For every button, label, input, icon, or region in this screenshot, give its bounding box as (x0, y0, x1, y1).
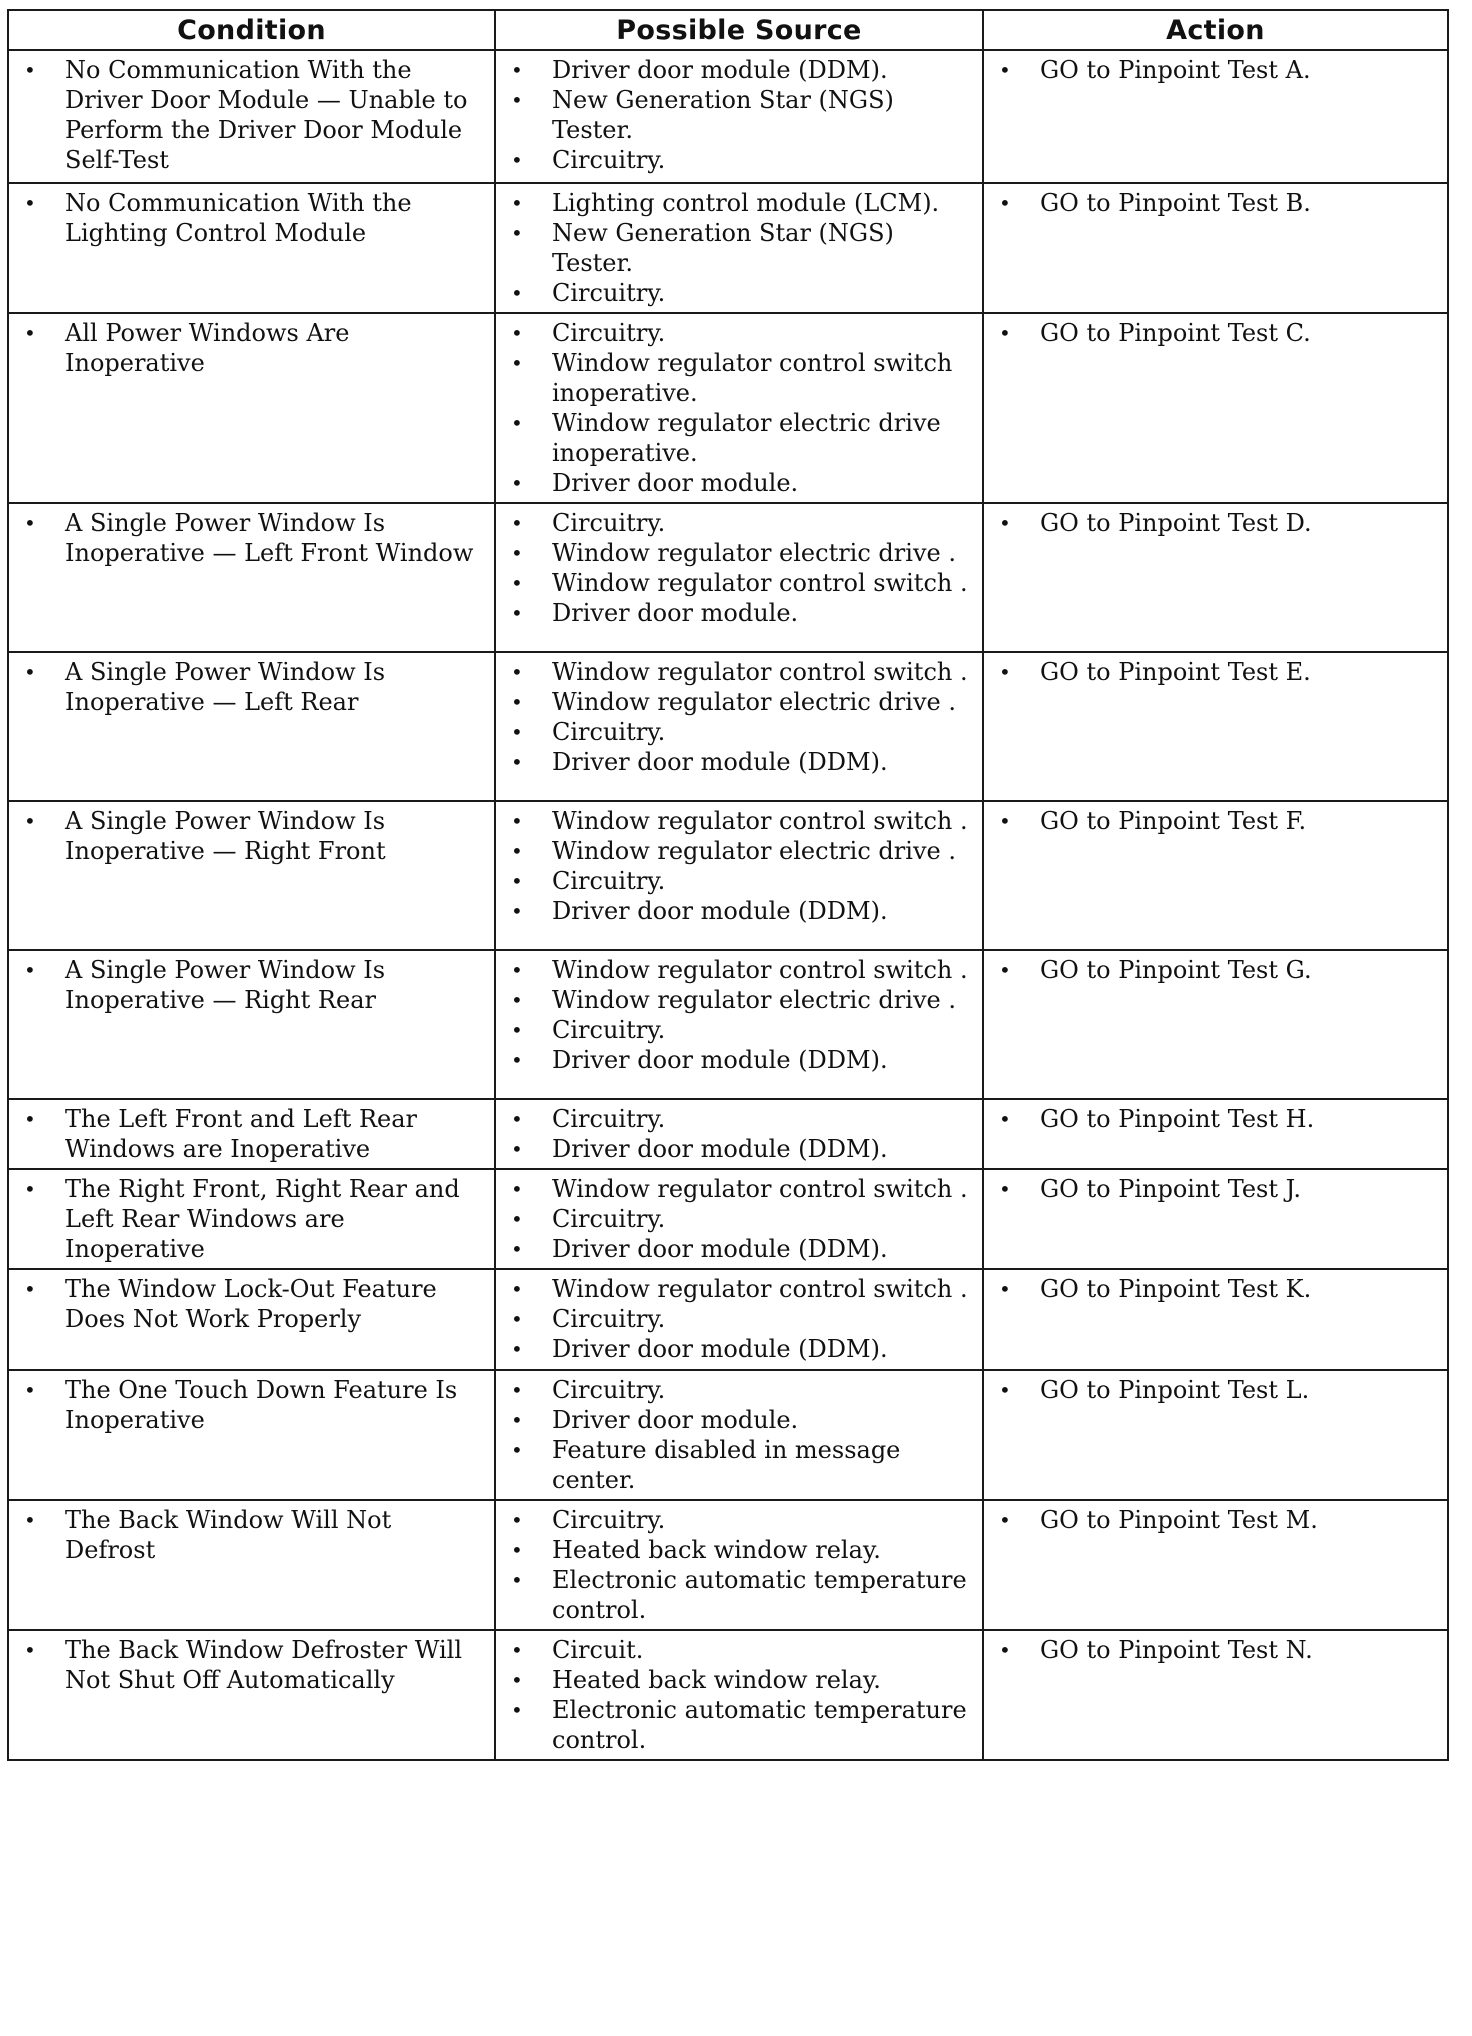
source-cell (495, 1630, 983, 1760)
source-item: • Driver door module (DDM). (496, 747, 982, 777)
source-item: • Window regulator electric drive . (496, 538, 982, 568)
source-item: • Window regulator electric drive . (496, 687, 982, 717)
source-list (496, 1375, 982, 1495)
source-item: • Circuitry. (496, 717, 982, 747)
table-row (8, 1630, 1448, 1760)
source-cell (495, 503, 983, 652)
diagnosis-table (7, 9, 1449, 1761)
source-item: • Driver door module (DDM). (496, 55, 982, 85)
table-row (8, 50, 1448, 183)
condition-text: • The Window Lock-Out Feature Does Not Work Properly (9, 1274, 494, 1334)
action-text: • GO to Pinpoint Test N. (984, 1635, 1447, 1665)
source-item: • Driver door module. (496, 468, 982, 498)
condition-cell (8, 1169, 495, 1269)
condition-list (9, 1104, 494, 1164)
source-item: • Driver door module (DDM). (496, 1045, 982, 1075)
action-cell (983, 652, 1448, 801)
source-item: • Window regulator control switch . (496, 657, 982, 687)
condition-cell (8, 950, 495, 1099)
source-item: • Feature disabled in message center. (496, 1435, 982, 1495)
source-item: • Window regulator electric drive . (496, 985, 982, 1015)
action-cell (983, 1370, 1448, 1500)
action-text: • GO to Pinpoint Test M. (984, 1505, 1447, 1535)
action-cell (983, 950, 1448, 1099)
source-item: • Electronic automatic temperature control. (496, 1565, 982, 1625)
action-list (984, 806, 1447, 836)
source-list (496, 1104, 982, 1164)
source-item: • Circuitry. (496, 1015, 982, 1045)
condition-cell (8, 1370, 495, 1500)
table-row (8, 1269, 1448, 1370)
action-cell (983, 1099, 1448, 1169)
table-row (8, 950, 1448, 1099)
source-list (496, 1505, 982, 1625)
source-item: • Window regulator control switch . (496, 955, 982, 985)
table-row (8, 1169, 1448, 1269)
condition-cell (8, 801, 495, 950)
source-cell (495, 801, 983, 950)
header-action: Action (983, 10, 1448, 50)
condition-cell (8, 652, 495, 801)
action-cell (983, 503, 1448, 652)
action-list (984, 55, 1447, 85)
header-condition: Condition (8, 10, 495, 50)
source-item: • Circuitry. (496, 1375, 982, 1405)
action-cell (983, 1169, 1448, 1269)
source-item: • Circuitry. (496, 145, 982, 175)
source-item: • Window regulator electric drive inoperative. (496, 408, 982, 468)
condition-list (9, 657, 494, 717)
source-item: • Window regulator control switch . (496, 1274, 982, 1304)
action-text: • GO to Pinpoint Test C. (984, 318, 1447, 348)
table-row (8, 652, 1448, 801)
condition-list (9, 55, 494, 175)
condition-list (9, 508, 494, 568)
condition-list (9, 955, 494, 1015)
action-cell (983, 183, 1448, 313)
action-cell (983, 1630, 1448, 1760)
condition-text: • The One Touch Down Feature Is Inoperative (9, 1375, 494, 1435)
source-item: • Window regulator electric drive . (496, 836, 982, 866)
source-item: • Window regulator control switch . (496, 806, 982, 836)
table-row (8, 1099, 1448, 1169)
action-list (984, 955, 1447, 985)
action-cell (983, 50, 1448, 183)
action-text: • GO to Pinpoint Test K. (984, 1274, 1447, 1304)
source-item: • Circuitry. (496, 318, 982, 348)
source-item: • Circuitry. (496, 866, 982, 896)
source-item: • New Generation Star (NGS) Tester. (496, 218, 982, 278)
action-cell (983, 801, 1448, 950)
condition-list (9, 1635, 494, 1695)
condition-text: • A Single Power Window Is Inoperative — Right Rear (9, 955, 494, 1015)
condition-text: • No Communication With the Driver Door Module — Unable to Perform the Driver Door Module Self-Test (9, 55, 494, 175)
source-list (496, 55, 982, 175)
action-list (984, 1635, 1447, 1665)
table-row (8, 1370, 1448, 1500)
action-text: • GO to Pinpoint Test E. (984, 657, 1447, 687)
condition-cell (8, 1099, 495, 1169)
condition-cell (8, 1269, 495, 1370)
condition-list (9, 318, 494, 378)
condition-list (9, 188, 494, 248)
source-cell (495, 1500, 983, 1630)
action-text: • GO to Pinpoint Test A. (984, 55, 1447, 85)
condition-list (9, 1274, 494, 1334)
source-cell (495, 1169, 983, 1269)
condition-list (9, 1174, 494, 1264)
source-list (496, 1274, 982, 1364)
table-row (8, 183, 1448, 313)
table-row (8, 1500, 1448, 1630)
source-item: • Window regulator control switch . (496, 568, 982, 598)
action-text: • GO to Pinpoint Test J. (984, 1174, 1447, 1204)
source-item: • Circuitry. (496, 1505, 982, 1535)
source-item: • Driver door module (DDM). (496, 1134, 982, 1164)
condition-list (9, 1505, 494, 1565)
action-cell (983, 1269, 1448, 1370)
condition-cell (8, 313, 495, 503)
source-list (496, 1635, 982, 1755)
source-item: • Driver door module (DDM). (496, 896, 982, 926)
source-list (496, 657, 982, 777)
condition-text: • All Power Windows Are Inoperative (9, 318, 494, 378)
source-cell (495, 313, 983, 503)
condition-cell (8, 503, 495, 652)
action-list (984, 1104, 1447, 1134)
source-item: • Driver door module (DDM). (496, 1234, 982, 1264)
action-text: • GO to Pinpoint Test B. (984, 188, 1447, 218)
source-cell (495, 1370, 983, 1500)
action-list (984, 657, 1447, 687)
source-cell (495, 1269, 983, 1370)
source-item: • Circuitry. (496, 1204, 982, 1234)
action-list (984, 1174, 1447, 1204)
source-item: • Electronic automatic temperature control. (496, 1695, 982, 1755)
source-item: • Driver door module (DDM). (496, 1334, 982, 1364)
action-list (984, 1274, 1447, 1304)
source-list (496, 1174, 982, 1264)
table-row (8, 801, 1448, 950)
source-item: • Window regulator control switch inoperative. (496, 348, 982, 408)
header-row (8, 10, 1448, 50)
condition-text: • The Back Window Defroster Will Not Shut Off Automatically (9, 1635, 494, 1695)
condition-cell (8, 50, 495, 183)
condition-text: • No Communication With the Lighting Control Module (9, 188, 494, 248)
source-item: • Driver door module. (496, 598, 982, 628)
source-item: • Circuitry. (496, 278, 982, 308)
action-list (984, 318, 1447, 348)
table-row (8, 313, 1448, 503)
action-text: • GO to Pinpoint Test L. (984, 1375, 1447, 1405)
source-cell (495, 50, 983, 183)
action-list (984, 508, 1447, 538)
source-list (496, 955, 982, 1075)
source-item: • Circuitry. (496, 1304, 982, 1334)
condition-cell (8, 183, 495, 313)
source-item: • Window regulator control switch . (496, 1174, 982, 1204)
source-item: • Circuitry. (496, 508, 982, 538)
source-item: • Driver door module. (496, 1405, 982, 1435)
condition-cell (8, 1630, 495, 1760)
action-text: • GO to Pinpoint Test G. (984, 955, 1447, 985)
condition-cell (8, 1500, 495, 1630)
source-cell (495, 1099, 983, 1169)
source-item: • Circuitry. (496, 1104, 982, 1134)
condition-text: • The Back Window Will Not Defrost (9, 1505, 494, 1565)
action-text: • GO to Pinpoint Test F. (984, 806, 1447, 836)
source-item: • Circuit. (496, 1635, 982, 1665)
condition-text: • A Single Power Window Is Inoperative — Right Front (9, 806, 494, 866)
action-list (984, 1505, 1447, 1535)
source-list (496, 318, 982, 498)
action-list (984, 188, 1447, 218)
condition-text: • The Left Front and Left Rear Windows are Inoperative (9, 1104, 494, 1164)
condition-list (9, 806, 494, 866)
action-text: • GO to Pinpoint Test H. (984, 1104, 1447, 1134)
source-cell (495, 652, 983, 801)
source-list (496, 806, 982, 926)
condition-list (9, 1375, 494, 1435)
condition-text: • The Right Front, Right Rear and Left Rear Windows are Inoperative (9, 1174, 494, 1264)
source-item: • Heated back window relay. (496, 1665, 982, 1695)
action-cell (983, 1500, 1448, 1630)
table-row (8, 503, 1448, 652)
source-list (496, 508, 982, 628)
condition-text: • A Single Power Window Is Inoperative — Left Rear (9, 657, 494, 717)
source-item: • New Generation Star (NGS) Tester. (496, 85, 982, 145)
action-cell (983, 313, 1448, 503)
source-cell (495, 183, 983, 313)
action-list (984, 1375, 1447, 1405)
header-possible-source: Possible Source (495, 10, 983, 50)
source-item: • Lighting control module (LCM). (496, 188, 982, 218)
condition-text: • A Single Power Window Is Inoperative — Left Front Window (9, 508, 494, 568)
source-cell (495, 950, 983, 1099)
source-list (496, 188, 982, 308)
source-item: • Heated back window relay. (496, 1535, 982, 1565)
action-text: • GO to Pinpoint Test D. (984, 508, 1447, 538)
